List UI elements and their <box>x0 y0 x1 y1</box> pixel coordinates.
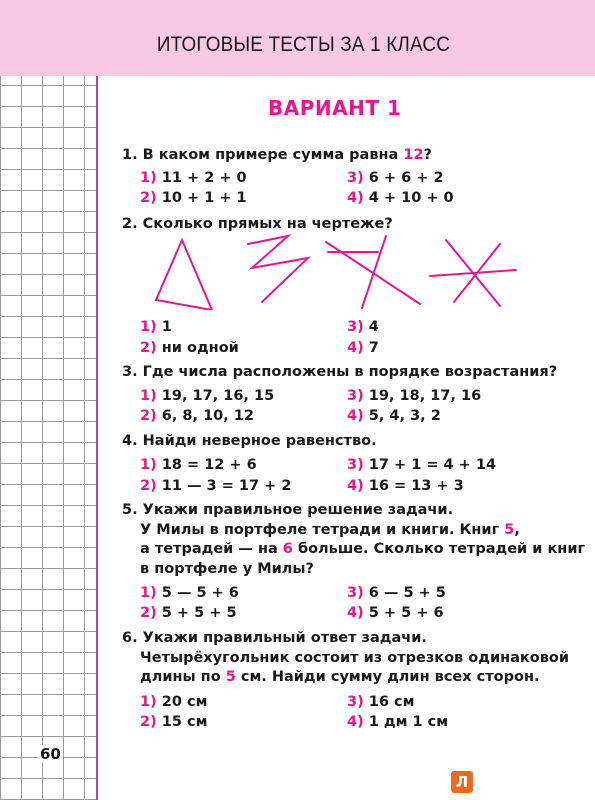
option-number: 2) <box>140 190 157 206</box>
answer-option[interactable] <box>347 694 414 710</box>
option-number: 2) <box>140 340 157 356</box>
option-number: 4) <box>347 190 364 206</box>
option-number: 4) <box>347 605 364 621</box>
question-text: У Милы в портфеле тетради и книги. Книг <box>140 521 505 538</box>
option-number: 2) <box>140 714 157 730</box>
answer-option[interactable] <box>140 585 239 601</box>
highlight-number: 6 <box>282 541 293 557</box>
answer-option[interactable] <box>347 170 444 186</box>
figure-line <box>430 270 516 276</box>
answer-option[interactable] <box>347 478 464 494</box>
answer-option[interactable] <box>347 585 446 601</box>
option-text: 5 + 5 + 5 <box>161 605 237 621</box>
answer-option[interactable] <box>347 714 448 730</box>
answer-option[interactable] <box>140 478 291 494</box>
option-number: 4) <box>347 478 364 494</box>
question-3 <box>122 363 557 383</box>
option-number: 3) <box>347 585 364 601</box>
option-number: 1) <box>140 319 157 335</box>
option-text: 16 см <box>368 694 415 710</box>
option-number: 1) <box>140 585 157 601</box>
answer-option[interactable] <box>347 457 496 473</box>
answer-option[interactable] <box>347 388 481 404</box>
option-text: 4 + 10 + 0 <box>368 190 454 206</box>
question-text: 1. В каком примере сумма равна <box>122 147 404 163</box>
option-text: ни одной <box>161 340 239 356</box>
question-5 <box>122 501 585 579</box>
answer-option[interactable] <box>140 190 247 206</box>
option-text: 11 + 2 + 0 <box>161 170 247 186</box>
page-number: 60 <box>40 745 61 763</box>
option-text: 4 <box>368 319 379 335</box>
question-text: 4. Найди неверное равенство. <box>122 433 377 449</box>
grid-margin <box>0 76 96 800</box>
option-text: 7 <box>368 340 379 356</box>
option-text: 16 = 13 + 3 <box>368 478 464 494</box>
answer-option[interactable] <box>140 408 254 424</box>
answer-option[interactable] <box>140 605 237 621</box>
option-text: 6, 8, 10, 12 <box>161 408 254 424</box>
triangle-shape <box>156 240 212 310</box>
option-text: 18 = 12 + 6 <box>161 457 257 473</box>
option-number: 4) <box>347 408 364 424</box>
margin-line <box>96 76 98 800</box>
answer-option[interactable] <box>347 319 379 335</box>
answer-option[interactable] <box>347 605 444 621</box>
answer-option[interactable] <box>140 388 274 404</box>
answer-option[interactable] <box>347 340 379 356</box>
question-4 <box>122 432 377 452</box>
option-number: 2) <box>140 478 157 494</box>
question-line <box>122 540 585 560</box>
question-line: Четырёхугольник состоит из отрезков одинаковой <box>140 649 570 666</box>
option-number: 3) <box>347 170 364 186</box>
option-number: 2) <box>140 605 157 621</box>
question-line <box>122 521 585 541</box>
question-text: длины по <box>140 669 226 685</box>
answer-option[interactable] <box>347 190 454 206</box>
option-text: 1 <box>161 319 172 335</box>
question-6 <box>122 629 569 688</box>
question-text: а тетрадей — на <box>140 541 283 557</box>
answer-option[interactable] <box>140 694 207 710</box>
option-text: 15 см <box>161 714 208 730</box>
option-number: 2) <box>140 408 157 424</box>
question-text: см. Найди сумму длин всех сторон. <box>235 669 540 685</box>
option-text: 6 — 5 + 5 <box>368 585 446 601</box>
option-number: 3) <box>347 319 364 335</box>
answer-option[interactable] <box>140 319 172 335</box>
highlight-number: 5 <box>225 669 236 685</box>
question-line <box>122 668 569 688</box>
question-line: в портфеле у Милы? <box>140 560 314 577</box>
answer-option[interactable] <box>140 340 239 356</box>
lines-figure <box>140 228 530 310</box>
option-text: 5 + 5 + 6 <box>368 605 444 621</box>
option-number: 3) <box>347 457 364 473</box>
question-text-end: ? <box>423 147 432 163</box>
page-header <box>0 0 595 76</box>
zigzag-shape <box>248 236 308 302</box>
question-1 <box>122 146 432 166</box>
option-number: 1) <box>140 170 157 186</box>
option-number: 4) <box>347 714 364 730</box>
option-text: 6 + 6 + 2 <box>368 170 444 186</box>
answer-option[interactable] <box>140 714 207 730</box>
question-text: больше. Сколько тетрадей и книг <box>292 541 586 557</box>
option-text: 11 — 3 = 17 + 2 <box>161 478 292 494</box>
option-text: 10 + 1 + 1 <box>161 190 247 206</box>
option-text: 5 — 5 + 6 <box>161 585 239 601</box>
question-text: 2. Сколько прямых на чертеже? <box>122 216 393 232</box>
option-number: 1) <box>140 694 157 710</box>
option-number: 4) <box>347 340 364 356</box>
option-text: 17 + 1 = 4 + 14 <box>368 457 497 473</box>
header-title: ИТОГОВЫЕ ТЕСТЫ ЗА 1 КЛАСС <box>156 33 451 56</box>
answer-option[interactable] <box>140 170 247 186</box>
question-line: 5. Укажи правильное решение задачи. <box>122 502 454 518</box>
option-text: 19, 17, 16, 15 <box>161 388 275 404</box>
answer-option[interactable] <box>140 457 257 473</box>
highlight-number: 12 <box>403 147 424 163</box>
question-line: 6. Укажи правильный ответ задачи. <box>122 630 427 646</box>
question-text: 3. Где числа расположены в порядке возрастания? <box>122 364 558 380</box>
option-text: 5, 4, 3, 2 <box>368 408 441 424</box>
figure-line <box>362 236 386 308</box>
option-text: 1 дм 1 см <box>368 714 449 730</box>
option-number: 1) <box>140 388 157 404</box>
option-number: 3) <box>347 694 364 710</box>
answer-option[interactable] <box>347 408 441 424</box>
option-text: 20 см <box>161 694 208 710</box>
publisher-logo: Л <box>451 771 473 793</box>
option-number: 3) <box>347 388 364 404</box>
variant-title: ВАРИАНТ 1 <box>268 96 402 120</box>
question-text: , <box>514 521 520 538</box>
option-number: 1) <box>140 457 157 473</box>
option-text: 19, 18, 17, 16 <box>368 388 482 404</box>
highlight-number: 5 <box>504 521 515 538</box>
